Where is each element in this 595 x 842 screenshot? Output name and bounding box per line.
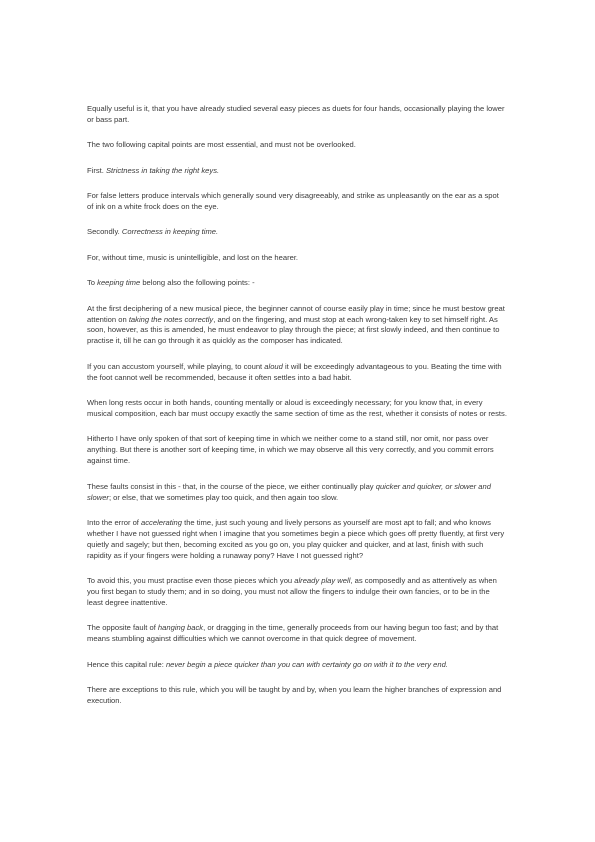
text: The two following capital points are most essential, and must not be overlooked. <box>87 140 356 150</box>
text: Into the error of <box>87 517 142 527</box>
paragraph <box>87 685 507 707</box>
paragraph <box>87 166 507 177</box>
italic-text: aloud <box>264 361 283 371</box>
paragraph <box>87 104 507 126</box>
italic-text: quicker and quicker, or slower and slower <box>87 481 491 502</box>
italic-text: never begin a piece quicker than you can with certainty go on with it to the very end. <box>165 659 448 669</box>
text: The opposite fault of <box>87 623 158 633</box>
paragraph <box>87 518 507 562</box>
italic-text: taking the notes correctly <box>128 314 214 324</box>
text: ; or else, that we sometimes play too quick, and then again too slow. <box>108 492 339 502</box>
italic-text: accelerating <box>141 517 182 527</box>
text: Secondly. <box>87 227 122 237</box>
paragraph <box>87 278 507 289</box>
text: it will be exceedingly advantageous to you. Beating the time with the foot cannot well be recommended, because it often settles into a bad habit. <box>87 361 502 382</box>
italic-text: keeping time <box>97 278 141 288</box>
text: For false letters produce intervals which generally sound very disagreeably, and strike as unpleasantly on the ear as a spot of ink on a white frock does on the eye. <box>87 191 499 212</box>
text: Equally useful is it, that you have already studied several easy pieces as duets for four hands, occasionally playing the lower or bass part. <box>87 104 505 124</box>
paragraph <box>87 660 507 671</box>
paragraph <box>87 362 507 384</box>
italic-text: Strictness in taking the right keys. <box>105 165 220 175</box>
italic-text: already play well <box>294 576 351 586</box>
text: First. <box>87 165 106 175</box>
text: At the first deciphering of a new musical piece, the beginner cannot of course easily play in time; since he must bestow great attention on <box>87 303 505 324</box>
paragraph <box>87 434 507 467</box>
text: These faults consist in this - that, in the course of the piece, we either continually play <box>87 481 376 491</box>
text: There are exceptions to this rule, which you will be taught by and by, when you learn the higher branches of expression and execution. <box>87 685 502 705</box>
text: the time, just such young and lively persons as yourself are most apt to fall; and who knows whether I have not guessed right when I imagine that you sometimes begin a piece which goes off pretty fluently, at first very quietly and sagely; but then, becoming excited as you go on, you play quicker and quicker, and at last, finish with such rapidity as if your fingers were holding a runaway pony? Have I not guessed right? <box>87 517 505 560</box>
italic-text: Correctness in keeping time. <box>121 227 219 237</box>
text: , and on the fingering, and must stop at each wrong-taken key to set himself right. As soon, however, as this is amended, he must endeavor to play through the piece; at first slowly indeed, and then continue to practise it, till he can go through it as quickly as the composer has indicated. <box>87 314 500 346</box>
text: If you can accustom yourself, while playing, to count <box>87 361 265 371</box>
italic-text: hanging back <box>157 623 204 633</box>
text: , as composedly and as attentively as when you first began to study them; and in so doing, you must not allow the fingers to indulge their own fancies, or to be in the least degree inattentive. <box>87 576 497 607</box>
paragraph <box>87 576 507 609</box>
text: , or dragging in the time, generally proceeds from our having begun too fast; and by that means stumbling against difficulties which we cannot overcome in that quick degree of movement. <box>87 623 499 644</box>
text: To <box>87 278 98 288</box>
paragraph <box>87 623 507 645</box>
text: Hitherto I have only spoken of that sort of keeping time in which we neither come to a stand still, nor omit, nor pass over anything. But there is another sort of keeping time, in which we may observe all this very correctly, and you commit errors against time. <box>87 434 494 466</box>
paragraph <box>87 398 507 420</box>
paragraph <box>87 304 507 348</box>
document-body <box>87 104 507 721</box>
text: To avoid this, you must practise even those pieces which you <box>87 576 295 586</box>
paragraph <box>87 191 507 213</box>
paragraph <box>87 140 507 151</box>
paragraph <box>87 253 507 264</box>
text: When long rests occur in both hands, counting mentally or aloud is exceedingly necessary; for you know that, in every musical composition, each bar must occupy exactly the same section of time as the rest, whether it consists of notes or rests. <box>87 398 507 418</box>
text: For, without time, music is unintelligible, and lost on the hearer. <box>87 252 299 262</box>
paragraph <box>87 482 507 504</box>
text: Hence this capital rule: <box>87 659 166 669</box>
text: belong also the following points: - <box>140 278 255 288</box>
paragraph <box>87 227 507 238</box>
